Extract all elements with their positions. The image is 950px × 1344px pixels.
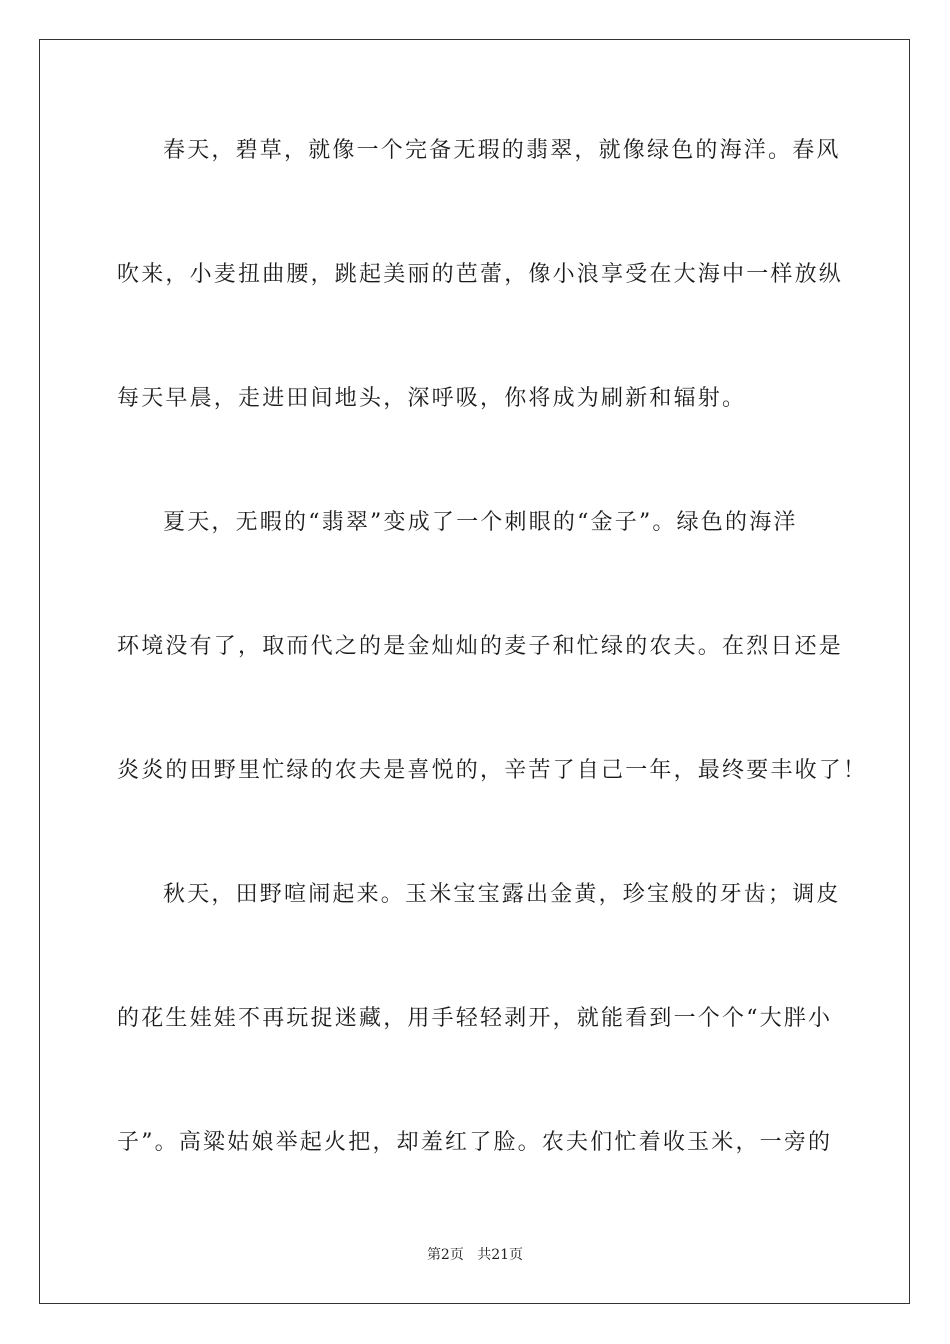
paragraph-line: 环境没有了，取而代之的是金灿灿的麦子和忙绿的农夫。在烈日还是 bbox=[117, 634, 844, 659]
paragraph-line: 秋天，田野喧闹起来。玉米宝宝露出金黄，珍宝般的牙齿；调皮 bbox=[163, 882, 841, 907]
paragraph-line: 每天早晨，走进田间地头，深呼吸，你将成为刷新和辐射。 bbox=[117, 386, 747, 411]
page-footer bbox=[0, 1245, 950, 1265]
paragraph-line: 子”。高粱姑娘举起火把，却羞红了脸。农夫们忙着收玉米，一旁的 bbox=[117, 1130, 833, 1155]
page-frame bbox=[39, 39, 910, 1304]
paragraph-line: 春天，碧草，就像一个完备无瑕的翡翠，就像绿色的海洋。春风 bbox=[163, 138, 841, 163]
paragraph-line: 的花生娃娃不再玩捉迷藏，用手轻轻剥开，就能看到一个个“大胖小 bbox=[117, 1006, 833, 1031]
paragraph-line: 炎炎的田野里忙绿的农夫是喜悦的，辛苦了自己一年，最终要丰收了！ bbox=[117, 758, 868, 783]
page-total: 共21页 bbox=[477, 1247, 524, 1263]
page-number: 第2页 bbox=[426, 1247, 464, 1263]
paragraph-line: 夏天，无暇的“翡翠”变成了一个刺眼的“金子”。绿色的海洋 bbox=[163, 510, 798, 535]
paragraph-line: 吹来，小麦扭曲腰，跳起美丽的芭蕾，像小浪享受在大海中一样放纵 bbox=[117, 262, 844, 287]
